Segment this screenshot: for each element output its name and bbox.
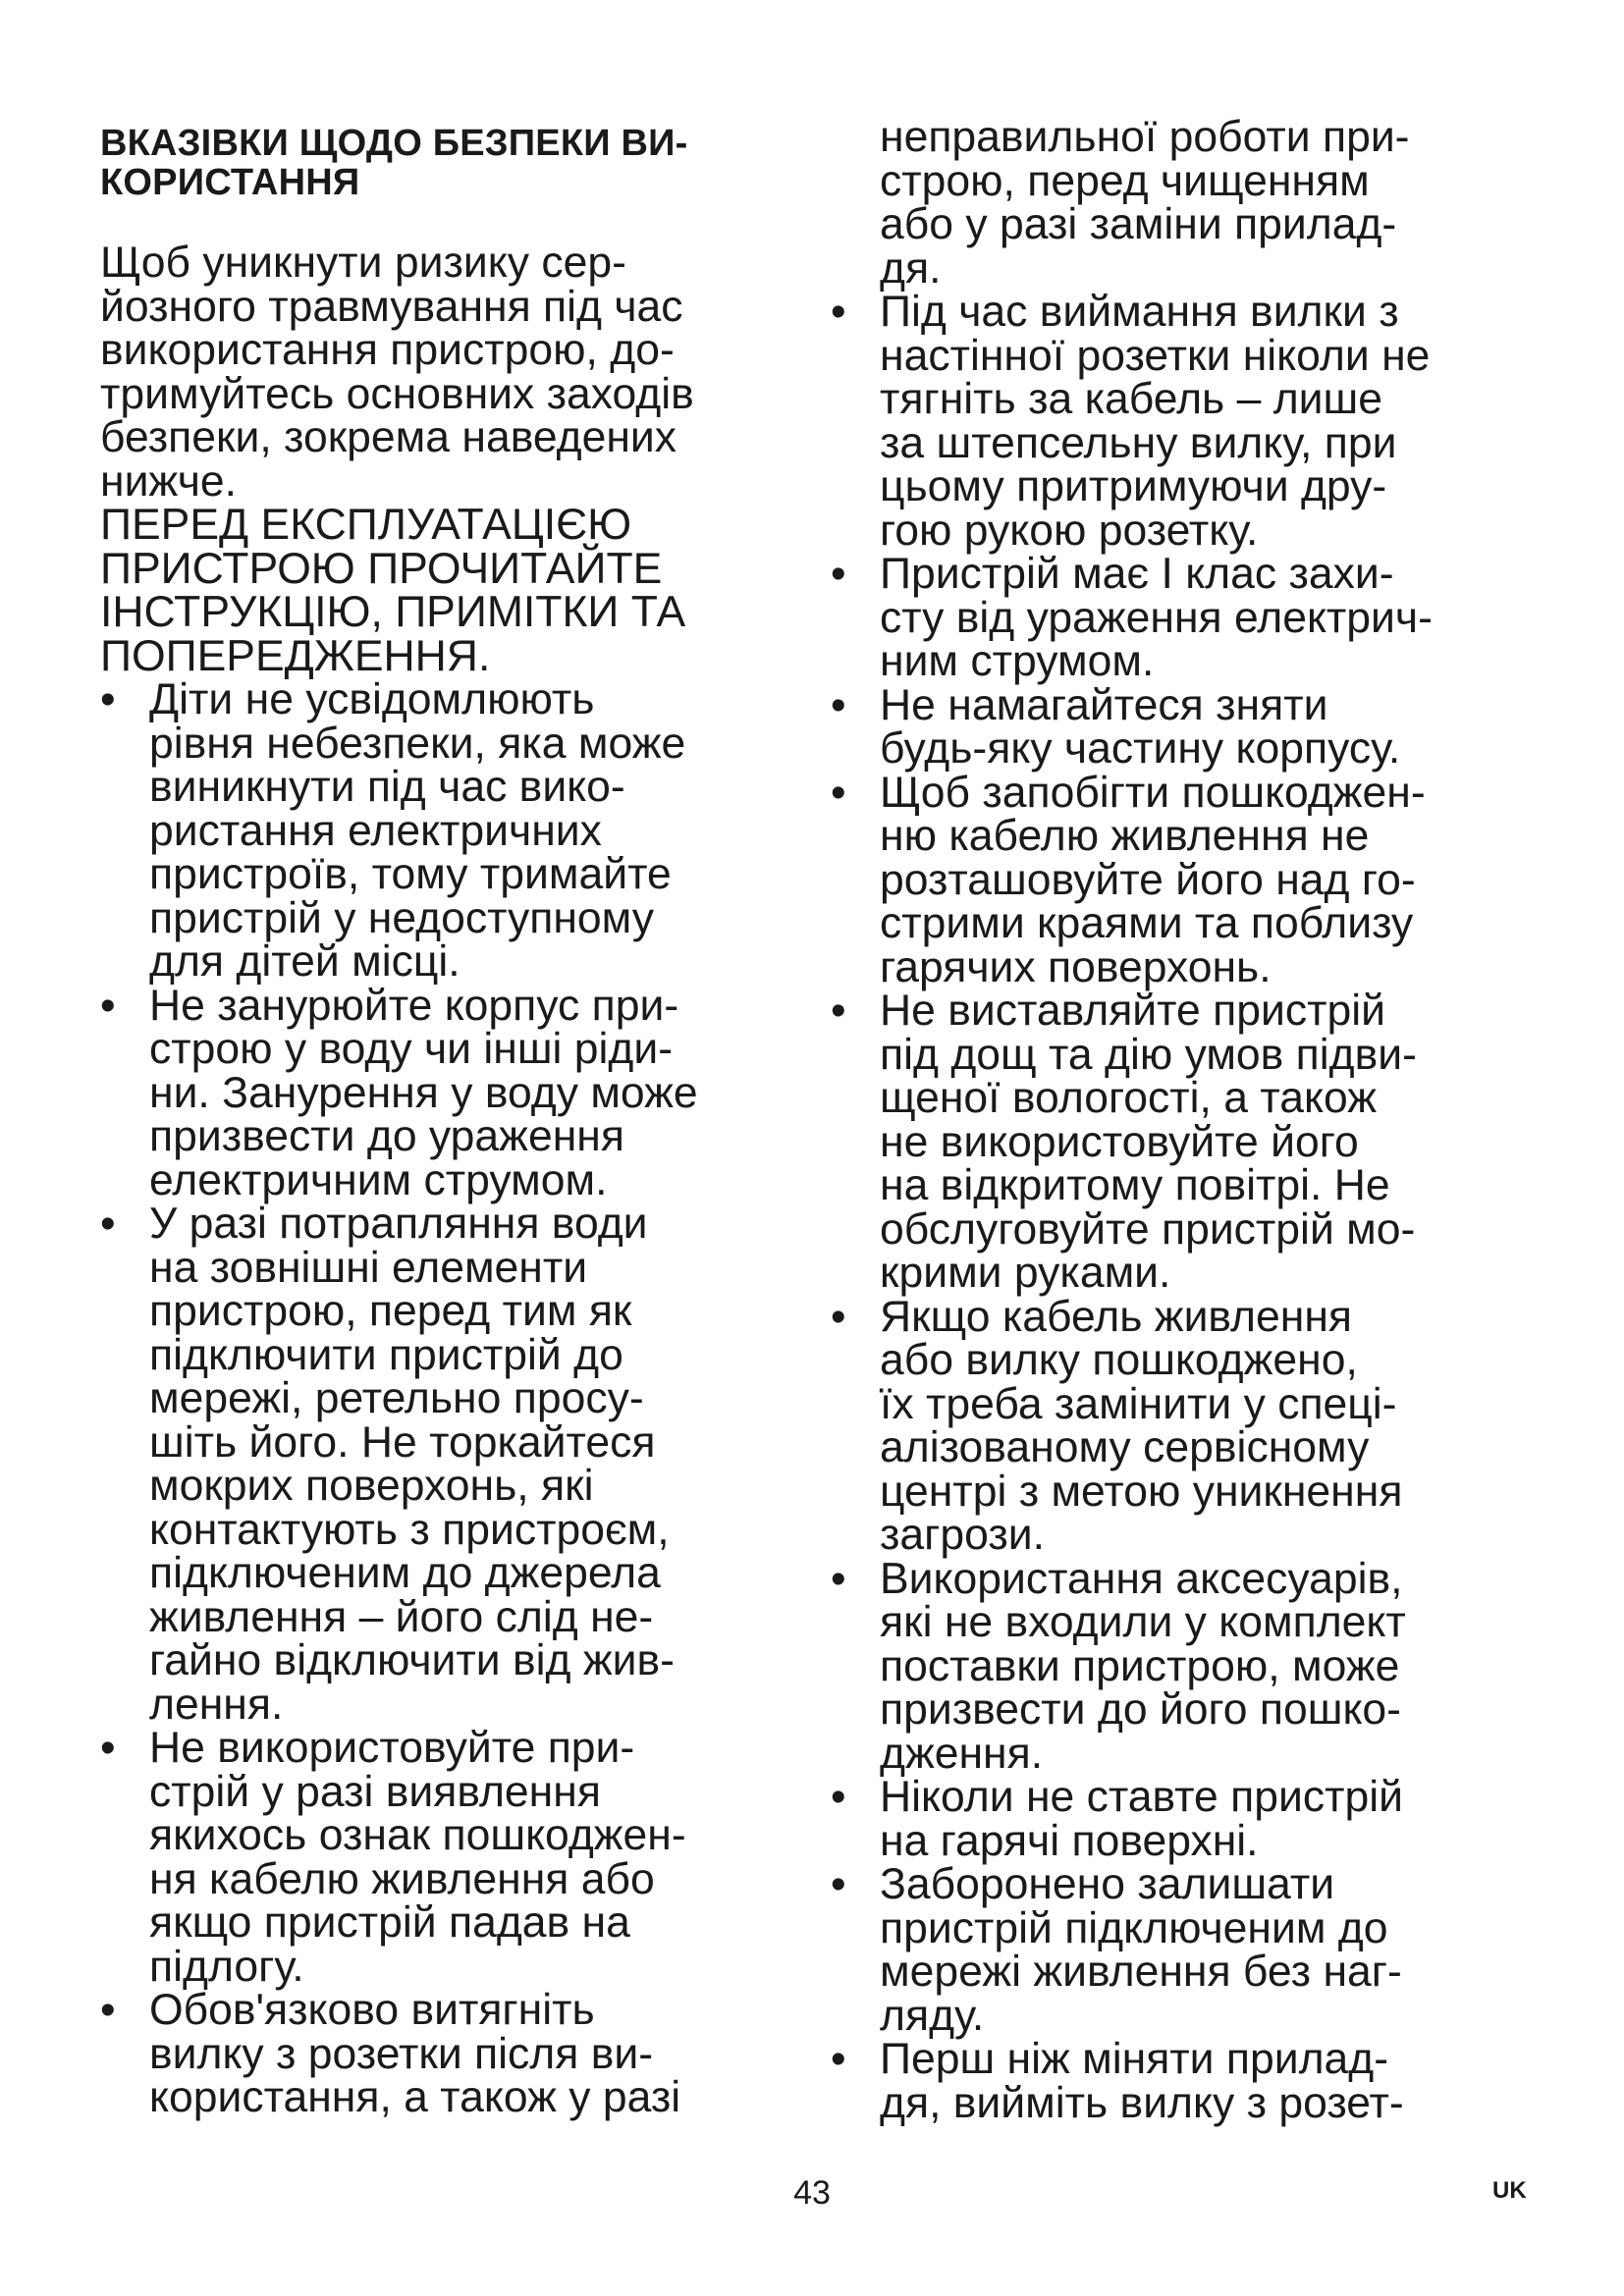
right-column <box>831 113 1547 2127</box>
bullet-item: • Обов'язково витягніть вилку з розетки після ви- користання, а також у разі <box>100 1989 817 2120</box>
bullet-item: • Під час виймання вилки з настінної розетки ніколи не тягніть за кабель – лише за штепсельну вилку, при цьому притримуючи дру- гою рукою розетку. <box>831 291 1547 553</box>
section-heading: ВКАЗІВКИ ЩОДО БЕЗПЕКИ ВИ- КОРИСТАННЯ <box>100 123 688 203</box>
language-code: UK <box>1492 2177 1527 2204</box>
right-bullet-list <box>831 288 1547 2127</box>
bullet-item: • Не використовуйте при- стрій у разі виявлення якихось ознак пошкоджен- ня кабелю живлення або якщо пристрій падав на підлогу. <box>100 1727 817 1989</box>
left-column <box>100 118 817 2120</box>
page-number: 43 <box>793 2174 831 2212</box>
bullet-item: • Пристрій має І клас захи- сту від ураження електрич- ним струмом. <box>831 553 1547 684</box>
bullet-item: • Діти не усвідомлюють рівня небезпеки, яка може виникнути під час вико- ристання електричних пристроїв, тому тримайте пристрій у недоступному для дітей місці. <box>100 678 817 985</box>
bullet-item: • Ніколи не ставте пристрій на гарячі поверхні. <box>831 1776 1547 1863</box>
left-bullet-list <box>100 675 817 2121</box>
warning-caps: ПЕРЕД ЕКСПЛУАТАЦІЄЮ ПРИСТРОЮ ПРОЧИТАЙТЕ ІНСТРУКЦІЮ, ПРИМІТКИ ТА ПОПЕРЕДЖЕННЯ. <box>100 501 686 680</box>
bullet-item: • Щоб запобігти пошкоджен- ню кабелю живлення не розташовуйте його над го- стрими краями та поблизу гарячих поверхонь. <box>831 772 1547 990</box>
bullet-item: • Перш ніж міняти прилад- дя, вийміть вилку з розет- <box>831 2038 1547 2125</box>
continued-bullet-text: неправильної роботи при- строю, перед чищенням або у разі заміни прилад- дя. <box>880 113 1410 293</box>
intro-paragraph: Щоб уникнути ризику сер- йозного травмування під час використання пристрою, до- тримуйтесь основних заходів безпеки, зокрема наведених нижче. <box>100 239 694 506</box>
bullet-item: • Не занурюйте корпус при- строю у воду чи інші ріди- ни. Занурення у воду може призвести до ураження електричним струмом. <box>100 985 817 1203</box>
bullet-item: • Якщо кабель живлення або вилку пошкоджено, їх треба замінити у спеці- алізованому сервісному центрі з метою уникнення загрози. <box>831 1296 1547 1558</box>
bullet-item: • Заборонено залишати пристрій підключеним до мережі живлення без наг- ляду. <box>831 1863 1547 2038</box>
bullet-item: • Не намагайтеся зняти будь-яку частину корпусу. <box>831 684 1547 772</box>
bullet-item: • У разі потрапляння води на зовнішні елементи пристрою, перед тим як підключити пристрій до мережі, ретельно просу- шіть його. Не торкайтеся мокрих поверхонь, які контактують з пристроєм, підключеним до джерела живлення – його слід не- гайно відключити від жив- лення. <box>100 1202 817 1727</box>
bullet-item: • Не виставляйте пристрій під дощ та дію умов підви- щеної вологості, а також не використовуйте його на відкритому повітрі. Не обслуговуйте пристрій мо- крими руками. <box>831 989 1547 1296</box>
bullet-item: • Використання аксесуарів, які не входили у комплект поставки пристрою, може призвести до його пошко- дження. <box>831 1558 1547 1777</box>
